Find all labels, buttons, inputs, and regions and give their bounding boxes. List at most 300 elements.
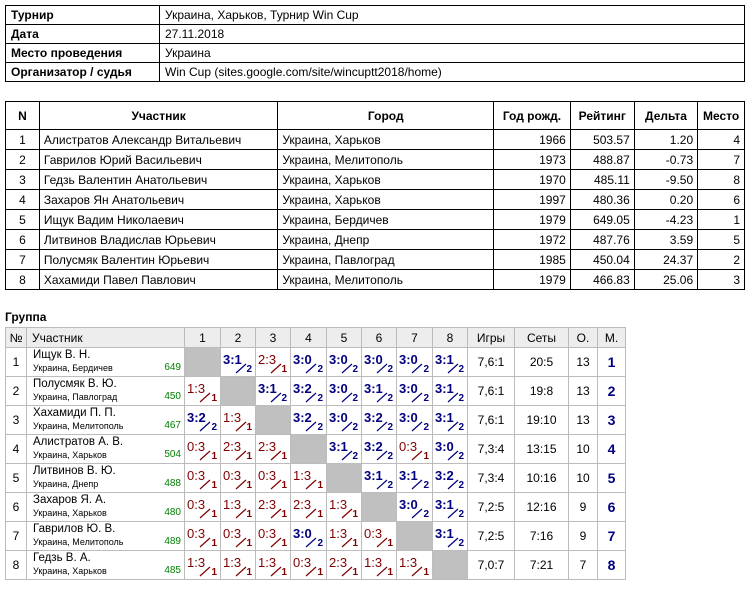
match-score-cell: [185, 551, 221, 580]
participant-cell: 1970: [494, 170, 571, 190]
match-score: 1:3: [187, 381, 206, 396]
match-score-cell: [221, 406, 256, 435]
match-points: 2: [423, 364, 429, 375]
slash-mark: [199, 479, 211, 490]
match-score: 3:1: [258, 381, 277, 396]
slash-mark: [305, 363, 317, 374]
match-score-cell: [327, 348, 362, 377]
match-score: 3:1: [435, 526, 454, 541]
player-rating: 489: [164, 536, 181, 547]
group-row: [6, 348, 626, 377]
match-points: 1: [281, 538, 287, 549]
participant-cell: 1973: [494, 150, 571, 170]
participant-cell: Украина, Харьков: [278, 170, 494, 190]
participant-cell: 7: [698, 150, 745, 170]
match-score-cell: [433, 377, 468, 406]
match-points: 1: [423, 567, 429, 578]
match-score-cell: [362, 435, 397, 464]
info-label: Организатор / судья: [6, 63, 160, 82]
group-col-header: 5: [327, 328, 362, 348]
match-score: 1:3: [223, 555, 242, 570]
player-city: Украина, Мелитополь: [33, 421, 124, 431]
participant-cell: 480.36: [570, 190, 634, 210]
player-city: Украина, Бердичев: [33, 363, 113, 373]
participant-cell: Полусмяк Валентин Юрьевич: [39, 250, 277, 270]
participant-cell: Украина, Мелитополь: [278, 150, 494, 170]
slash-mark: [376, 566, 388, 577]
group-row-number: 2: [6, 377, 27, 406]
match-score-cell: [433, 493, 468, 522]
group-sets: 19:8: [515, 377, 569, 406]
match-points: 1: [246, 567, 252, 578]
match-score: 0:3: [187, 497, 206, 512]
match-score-cell: [291, 377, 327, 406]
group-sets: 12:16: [515, 493, 569, 522]
match-points: 2: [387, 364, 393, 375]
match-score: 1:3: [399, 555, 418, 570]
player-city: Украина, Харьков: [33, 566, 107, 576]
slash-mark: [341, 537, 353, 548]
match-points: 2: [458, 422, 464, 433]
participant-cell: Украина, Харьков: [278, 190, 494, 210]
match-points: 1: [246, 480, 252, 491]
player-city: Украина, Харьков: [33, 508, 107, 518]
group-place: 2: [598, 377, 626, 406]
participant-cell: 1: [6, 130, 40, 150]
slash-mark: [341, 450, 353, 461]
group-sets: 13:15: [515, 435, 569, 464]
match-score: 3:1: [329, 439, 348, 454]
slash-mark: [376, 537, 388, 548]
match-score: 0:3: [223, 526, 242, 541]
match-score: 3:1: [435, 497, 454, 512]
match-score-cell: [397, 551, 433, 580]
match-score: 3:2: [293, 410, 312, 425]
slash-mark: [376, 421, 388, 432]
match-score-cell: [185, 493, 221, 522]
group-player: [27, 493, 185, 522]
participant-cell: 466.83: [570, 270, 634, 290]
match-score: 3:0: [399, 352, 418, 367]
slash-mark: [447, 537, 459, 548]
match-points: 1: [211, 567, 217, 578]
participant-cell: 3: [698, 270, 745, 290]
match-score: 1:3: [329, 526, 348, 541]
participant-cell: 485.11: [570, 170, 634, 190]
group-place: 8: [598, 551, 626, 580]
slash-mark: [305, 537, 317, 548]
player-city: Украина, Харьков: [33, 450, 107, 460]
match-points: 1: [317, 480, 323, 491]
slash-mark: [376, 479, 388, 490]
match-score: 3:0: [399, 410, 418, 425]
match-points: 1: [281, 451, 287, 462]
group-col-header: 3: [256, 328, 291, 348]
match-score-cell: [327, 522, 362, 551]
match-score-cell: [291, 522, 327, 551]
slash-mark: [235, 566, 247, 577]
match-points: 2: [458, 509, 464, 520]
group-place: 1: [598, 348, 626, 377]
match-score-cell: [327, 435, 362, 464]
participants-col-header: Участник: [39, 102, 277, 130]
info-value: Украина: [160, 44, 745, 63]
match-score: 3:0: [329, 352, 348, 367]
match-score-cell: [185, 522, 221, 551]
participant-cell: Хахамиди Павел Павлович: [39, 270, 277, 290]
slash-mark: [447, 363, 459, 374]
match-score: 2:3: [293, 497, 312, 512]
match-score-cell: [291, 493, 327, 522]
group-row-number: 1: [6, 348, 27, 377]
slash-mark: [411, 450, 423, 461]
player-name: Литвинов В. Ю.: [33, 465, 116, 477]
participants-col-header: Город: [278, 102, 494, 130]
participant-cell: 25.06: [634, 270, 697, 290]
match-score-cell: [397, 464, 433, 493]
participant-cell: Украина, Харьков: [278, 130, 494, 150]
participant-cell: Гаврилов Юрий Васильевич: [39, 150, 277, 170]
slash-mark: [199, 508, 211, 519]
match-score-cell: [291, 551, 327, 580]
match-score-cell: [397, 435, 433, 464]
match-points: 2: [387, 393, 393, 404]
group-player: [27, 348, 185, 377]
match-score: 3:1: [399, 468, 418, 483]
match-score-cell: [397, 406, 433, 435]
match-score-cell: [256, 435, 291, 464]
match-score-cell: [221, 493, 256, 522]
group-points: 13: [569, 377, 598, 406]
group-col-header: Сеты: [515, 328, 569, 348]
match-points: 1: [387, 538, 393, 549]
participant-cell: 8: [6, 270, 40, 290]
group-points: 9: [569, 493, 598, 522]
slash-mark: [199, 392, 211, 403]
slash-mark: [411, 508, 423, 519]
match-points: 1: [211, 538, 217, 549]
self-match-cell: [221, 377, 256, 406]
group-games: 7,0:7: [468, 551, 515, 580]
group-row-number: 6: [6, 493, 27, 522]
participant-cell: 649.05: [570, 210, 634, 230]
participant-cell: 4: [698, 130, 745, 150]
info-row: [6, 25, 745, 44]
slash-mark: [305, 479, 317, 490]
player-name: Полусмяк В. Ю.: [33, 378, 117, 390]
group-player: [27, 464, 185, 493]
participant-row: [6, 130, 745, 150]
match-score-cell: [221, 435, 256, 464]
match-points: 1: [423, 451, 429, 462]
match-points: 1: [387, 567, 393, 578]
group-sets: 7:21: [515, 551, 569, 580]
match-score-cell: [397, 377, 433, 406]
participant-cell: 1979: [494, 270, 571, 290]
slash-mark: [305, 508, 317, 519]
group-col-header: О.: [569, 328, 598, 348]
match-score-cell: [291, 406, 327, 435]
match-points: 2: [317, 393, 323, 404]
tournament-info-table: [5, 5, 745, 82]
participant-cell: Украина, Павлоград: [278, 250, 494, 270]
participant-cell: 2: [698, 250, 745, 270]
participant-cell: Ищук Вадим Николаевич: [39, 210, 277, 230]
slash-mark: [411, 421, 423, 432]
match-points: 1: [246, 538, 252, 549]
match-points: 2: [352, 451, 358, 462]
match-score: 3:0: [329, 410, 348, 425]
group-games: 7,6:1: [468, 348, 515, 377]
match-score-cell: [362, 348, 397, 377]
group-results-table: [5, 327, 626, 580]
match-score-cell: [185, 464, 221, 493]
slash-mark: [376, 363, 388, 374]
slash-mark: [270, 363, 282, 374]
match-points: 1: [281, 509, 287, 520]
group-place: 5: [598, 464, 626, 493]
match-score: 1:3: [223, 410, 242, 425]
match-score: 3:1: [435, 410, 454, 425]
match-score-cell: [327, 406, 362, 435]
match-points: 2: [246, 364, 252, 375]
match-points: 1: [211, 480, 217, 491]
group-place: 6: [598, 493, 626, 522]
slash-mark: [447, 479, 459, 490]
match-points: 1: [317, 567, 323, 578]
match-score: 1:3: [364, 555, 383, 570]
match-score-cell: [291, 464, 327, 493]
participant-cell: 450.04: [570, 250, 634, 270]
participants-col-header: N: [6, 102, 40, 130]
group-games: 7,3:4: [468, 464, 515, 493]
match-score: 0:3: [187, 526, 206, 541]
slash-mark: [199, 421, 211, 432]
slash-mark: [235, 537, 247, 548]
participants-header-row: [6, 102, 745, 130]
participant-row: [6, 230, 745, 250]
match-score: 1:3: [293, 468, 312, 483]
match-score: 3:1: [364, 468, 383, 483]
group-header-row: [6, 328, 626, 348]
participant-cell: 3.59: [634, 230, 697, 250]
slash-mark: [376, 450, 388, 461]
match-points: 2: [387, 480, 393, 491]
participant-row: [6, 250, 745, 270]
match-score: 3:2: [364, 439, 383, 454]
match-score-cell: [327, 377, 362, 406]
participants-col-header: Дельта: [634, 102, 697, 130]
match-score: 3:0: [399, 497, 418, 512]
match-points: 1: [246, 509, 252, 520]
participant-cell: 487.76: [570, 230, 634, 250]
group-games: 7,6:1: [468, 377, 515, 406]
group-player: [27, 522, 185, 551]
match-score: 3:0: [364, 352, 383, 367]
group-row: [6, 406, 626, 435]
info-value: Win Cup (sites.google.com/site/wincuptt2018/home): [160, 63, 745, 82]
match-points: 2: [458, 393, 464, 404]
self-match-cell: [433, 551, 468, 580]
participants-col-header: Место: [698, 102, 745, 130]
match-score: 2:3: [258, 497, 277, 512]
player-rating: 467: [164, 420, 181, 431]
match-score: 3:2: [364, 410, 383, 425]
slash-mark: [341, 566, 353, 577]
player-rating: 485: [164, 565, 181, 576]
slash-mark: [235, 508, 247, 519]
slash-mark: [305, 421, 317, 432]
participant-cell: 6: [6, 230, 40, 250]
match-score-cell: [256, 522, 291, 551]
group-title: Группа: [5, 310, 47, 324]
match-points: 2: [458, 480, 464, 491]
player-name: Захаров Я. А.: [33, 494, 107, 506]
match-points: 1: [211, 393, 217, 404]
match-points: 2: [317, 422, 323, 433]
participant-cell: 1: [698, 210, 745, 230]
info-label: Турнир: [6, 6, 160, 25]
match-score-cell: [362, 406, 397, 435]
self-match-cell: [397, 522, 433, 551]
participant-cell: -4.23: [634, 210, 697, 230]
slash-mark: [447, 421, 459, 432]
group-points: 10: [569, 435, 598, 464]
group-col-header: 1: [185, 328, 221, 348]
match-score: 3:2: [435, 468, 454, 483]
match-score-cell: [433, 348, 468, 377]
participant-cell: 1985: [494, 250, 571, 270]
slash-mark: [235, 479, 247, 490]
match-score: 0:3: [187, 468, 206, 483]
slash-mark: [270, 450, 282, 461]
participant-cell: -0.73: [634, 150, 697, 170]
group-row-number: 4: [6, 435, 27, 464]
match-points: 2: [211, 422, 217, 433]
player-name: Хахамиди П. П.: [33, 407, 116, 419]
match-points: 2: [423, 509, 429, 520]
match-score: 0:3: [364, 526, 383, 541]
group-points: 10: [569, 464, 598, 493]
group-row: [6, 493, 626, 522]
slash-mark: [447, 508, 459, 519]
participant-cell: 1979: [494, 210, 571, 230]
participant-cell: Литвинов Владислав Юрьевич: [39, 230, 277, 250]
participants-table: [5, 101, 745, 290]
group-row: [6, 464, 626, 493]
match-points: 1: [281, 480, 287, 491]
self-match-cell: [256, 406, 291, 435]
participant-cell: 8: [698, 170, 745, 190]
match-points: 2: [352, 422, 358, 433]
match-points: 2: [317, 538, 323, 549]
player-rating: 504: [164, 449, 181, 460]
group-points: 13: [569, 348, 598, 377]
match-points: 2: [281, 393, 287, 404]
participant-cell: 5: [698, 230, 745, 250]
match-score: 0:3: [399, 439, 418, 454]
match-score-cell: [221, 348, 256, 377]
match-score: 1:3: [187, 555, 206, 570]
group-col-header: №: [6, 328, 27, 348]
match-score-cell: [362, 377, 397, 406]
group-row-number: 8: [6, 551, 27, 580]
slash-mark: [235, 363, 247, 374]
group-col-header: 7: [397, 328, 433, 348]
match-score-cell: [362, 522, 397, 551]
slash-mark: [270, 508, 282, 519]
match-points: 1: [281, 364, 287, 375]
group-place: 3: [598, 406, 626, 435]
player-name: Гаврилов Ю. В.: [33, 523, 116, 535]
match-score-cell: [256, 377, 291, 406]
participant-cell: 1997: [494, 190, 571, 210]
match-score: 3:2: [187, 410, 206, 425]
group-player: [27, 377, 185, 406]
slash-mark: [270, 479, 282, 490]
match-points: 2: [423, 480, 429, 491]
match-points: 1: [246, 451, 252, 462]
group-sets: 10:16: [515, 464, 569, 493]
match-score-cell: [433, 406, 468, 435]
match-score: 2:3: [258, 352, 277, 367]
match-score-cell: [397, 493, 433, 522]
match-points: 2: [458, 364, 464, 375]
player-rating: 649: [164, 362, 181, 373]
match-score-cell: [256, 551, 291, 580]
slash-mark: [376, 392, 388, 403]
group-row: [6, 522, 626, 551]
participant-cell: 3: [6, 170, 40, 190]
slash-mark: [270, 566, 282, 577]
info-value: Украина, Харьков, Турнир Win Cup: [160, 6, 745, 25]
group-points: 13: [569, 406, 598, 435]
match-score: 3:0: [399, 381, 418, 396]
match-score-cell: [397, 348, 433, 377]
match-points: 1: [211, 509, 217, 520]
player-rating: 480: [164, 507, 181, 518]
slash-mark: [235, 450, 247, 461]
slash-mark: [411, 566, 423, 577]
match-score-cell: [362, 464, 397, 493]
participant-cell: Алистратов Александр Витальевич: [39, 130, 277, 150]
participant-cell: 1966: [494, 130, 571, 150]
match-score-cell: [291, 348, 327, 377]
player-name: Алистратов А. В.: [33, 436, 124, 448]
participant-row: [6, 210, 745, 230]
participant-cell: 24.37: [634, 250, 697, 270]
group-place: 7: [598, 522, 626, 551]
info-row: [6, 6, 745, 25]
match-points: 2: [352, 393, 358, 404]
match-score: 3:1: [223, 352, 242, 367]
group-col-header: Игры: [468, 328, 515, 348]
slash-mark: [411, 479, 423, 490]
group-sets: 7:16: [515, 522, 569, 551]
match-points: 2: [423, 422, 429, 433]
slash-mark: [411, 392, 423, 403]
slash-mark: [199, 537, 211, 548]
match-points: 2: [317, 364, 323, 375]
group-points: 7: [569, 551, 598, 580]
participant-cell: 488.87: [570, 150, 634, 170]
match-points: 1: [352, 567, 358, 578]
participant-cell: 0.20: [634, 190, 697, 210]
match-score-cell: [256, 464, 291, 493]
group-games: 7,6:1: [468, 406, 515, 435]
info-label: Место проведения: [6, 44, 160, 63]
participant-cell: Украина, Бердичев: [278, 210, 494, 230]
